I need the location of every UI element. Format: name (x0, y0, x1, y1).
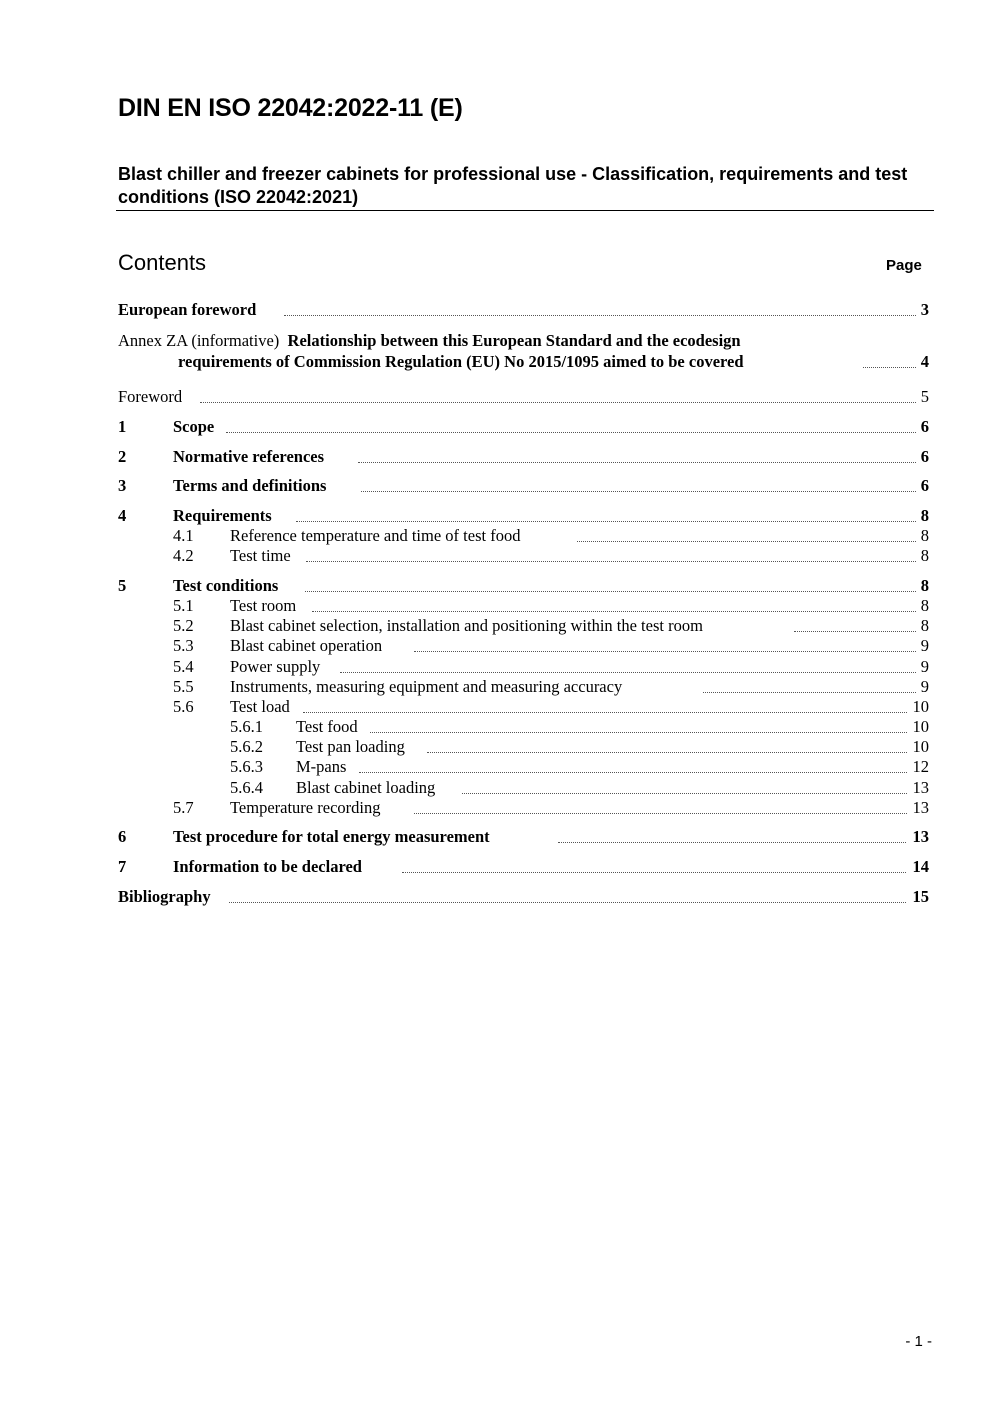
toc-number: 6 (118, 827, 127, 846)
annex-prefix: Annex ZA (informative) (118, 331, 280, 350)
toc-number: 5.6.3 (230, 757, 263, 776)
toc-number: 5.3 (173, 636, 194, 655)
toc-leader (863, 367, 916, 368)
toc-number: 5.6 (173, 697, 194, 716)
toc-number: 5.6.4 (230, 778, 263, 797)
toc-number: 5.7 (173, 798, 194, 817)
toc-leader (303, 712, 907, 713)
toc-number: 5.6.1 (230, 717, 263, 736)
toc-entry-5-6[interactable] (0, 697, 992, 717)
toc-title: Test food (296, 717, 358, 736)
toc-entry-5-6-1[interactable] (0, 717, 992, 737)
toc-title: Information to be declared (173, 857, 362, 876)
toc-leader (462, 793, 907, 794)
toc-page: 3 (920, 300, 929, 319)
toc-number: 2 (118, 447, 127, 466)
toc-title: Power supply (230, 657, 321, 676)
toc-entry-test-procedure[interactable] (0, 827, 992, 847)
toc-entry-4-2[interactable] (0, 546, 992, 566)
document-subtitle: Blast chiller and freezer cabinets for professional use - Classification, requirements and test conditions (ISO 22042:2021) (118, 164, 908, 207)
toc-title: M-pans (296, 757, 347, 776)
toc-page: 6 (920, 476, 929, 495)
toc-page: 13 (912, 798, 929, 817)
toc-title: Test room (230, 596, 297, 615)
toc-entry-5-5[interactable] (0, 677, 992, 697)
toc-number: 5.2 (173, 616, 194, 635)
toc-entry-european-foreword[interactable] (0, 300, 992, 320)
toc-entry-5-2[interactable] (0, 616, 992, 636)
toc-leader (370, 732, 907, 733)
toc-entry-annex-za-line1[interactable] (118, 331, 741, 351)
toc-page: 15 (912, 887, 929, 906)
toc-title: requirements of Commission Regulation (EU) No 2015/1095 aimed to be covered (178, 352, 744, 371)
toc-entry-5-6-2[interactable] (0, 737, 992, 757)
toc-entry-5-6-4[interactable] (0, 778, 992, 798)
toc-page: 9 (920, 677, 929, 696)
toc-leader (402, 872, 906, 873)
toc-number: 5.4 (173, 657, 194, 676)
toc-title: Reference temperature and time of test food (230, 526, 521, 545)
toc-title: Instruments, measuring equipment and measuring accuracy (230, 677, 623, 696)
toc-title: Terms and definitions (173, 476, 327, 495)
toc-entry-terms-definitions[interactable] (0, 476, 992, 496)
toc-page: 8 (920, 526, 929, 545)
toc-entry-foreword[interactable] (0, 387, 992, 407)
toc-number: 5.5 (173, 677, 194, 696)
toc-title: Test pan loading (296, 737, 405, 756)
toc-number: 7 (118, 857, 127, 876)
toc-page: 6 (920, 447, 929, 466)
toc-leader (306, 561, 916, 562)
toc-leader (312, 611, 916, 612)
toc-leader (414, 651, 916, 652)
toc-leader (226, 432, 916, 433)
toc-entry-requirements[interactable] (0, 506, 992, 526)
toc-number: 3 (118, 476, 127, 495)
toc-page: 4 (920, 352, 929, 371)
toc-page: 10 (912, 697, 929, 716)
page-column-heading: Page (886, 257, 922, 274)
toc-page: 10 (912, 717, 929, 736)
toc-leader (296, 521, 916, 522)
toc-entry-4-1[interactable] (0, 526, 992, 546)
toc-page: 14 (912, 857, 929, 876)
toc-entry-5-1[interactable] (0, 596, 992, 616)
toc-number: 4.1 (173, 526, 194, 545)
toc-title: Scope (173, 417, 215, 436)
toc-title: Foreword (118, 387, 183, 406)
toc-title: Blast cabinet loading (296, 778, 436, 797)
toc-page: 8 (920, 576, 929, 595)
toc-page: 8 (920, 506, 929, 525)
toc-page: 8 (920, 616, 929, 635)
toc-leader (577, 541, 916, 542)
toc-entry-5-7[interactable] (0, 798, 992, 818)
toc-entry-annex-za[interactable] (0, 352, 992, 372)
toc-leader (359, 772, 907, 773)
toc-page: 10 (912, 737, 929, 756)
toc-leader (558, 842, 906, 843)
toc-leader (427, 752, 907, 753)
toc-title: Temperature recording (230, 798, 381, 817)
toc-page: 13 (912, 778, 929, 797)
toc-number: 5.1 (173, 596, 194, 615)
toc-entry-information-declared[interactable] (0, 857, 992, 877)
toc-title: Requirements (173, 506, 272, 525)
toc-page: 5 (920, 387, 929, 406)
toc-number: 4.2 (173, 546, 194, 565)
page-number: - 1 - (905, 1333, 932, 1350)
toc-leader (703, 692, 916, 693)
toc-page: 9 (920, 636, 929, 655)
contents-heading: Contents (118, 250, 207, 275)
toc-title: Test procedure for total energy measurement (173, 827, 490, 846)
toc-entry-5-3[interactable] (0, 636, 992, 656)
toc-title: European foreword (118, 300, 257, 319)
toc-page: 12 (912, 757, 929, 776)
toc-title: Blast cabinet selection, installation and positioning within the test room (230, 616, 703, 635)
toc-entry-bibliography[interactable] (0, 887, 992, 907)
toc-title: Test load (230, 697, 290, 716)
annex-title: Relationship between this European Standard and the ecodesign (287, 331, 741, 350)
toc-leader (340, 672, 916, 673)
toc-title: Bibliography (118, 887, 211, 906)
toc-page: 8 (920, 596, 929, 615)
toc-page: 9 (920, 657, 929, 676)
toc-leader (305, 591, 916, 592)
toc-page: 13 (912, 827, 929, 846)
toc-leader (284, 315, 916, 316)
toc-leader (414, 813, 907, 814)
toc-title: Test conditions (173, 576, 279, 595)
toc-title: Blast cabinet operation (230, 636, 383, 655)
toc-title: Normative references (173, 447, 325, 466)
toc-leader (794, 631, 916, 632)
toc-leader (229, 902, 906, 903)
toc-entry-scope[interactable] (0, 417, 992, 437)
toc-page: 8 (920, 546, 929, 565)
toc-number: 5 (118, 576, 127, 595)
toc-number: 4 (118, 506, 127, 525)
toc-leader (358, 462, 916, 463)
toc-leader (361, 491, 916, 492)
toc-entry-5-4[interactable] (0, 657, 992, 677)
toc-entry-normative-references[interactable] (0, 447, 992, 467)
document-id: DIN EN ISO 22042:2022-11 (E) (118, 94, 463, 122)
toc-page: 6 (920, 417, 929, 436)
toc-title: Test time (230, 546, 291, 565)
toc-number: 1 (118, 417, 127, 436)
toc-entry-5-6-3[interactable] (0, 757, 992, 777)
toc-leader (200, 402, 916, 403)
toc-number: 5.6.2 (230, 737, 263, 756)
toc-entry-test-conditions[interactable] (0, 576, 992, 596)
